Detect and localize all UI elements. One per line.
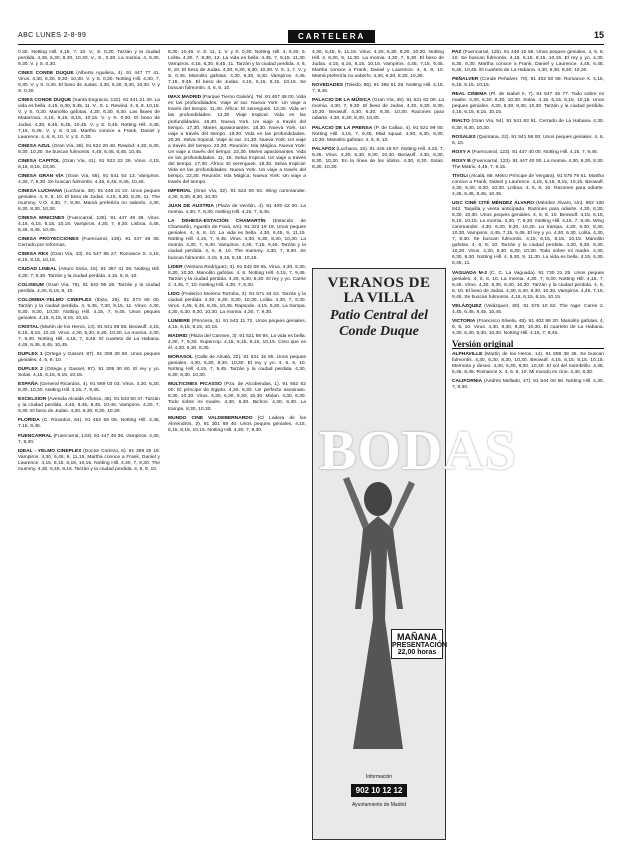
showtimes-text: (Fuencarral, 136). 91 447 49 36. Virus. 4,15, 6,15, 8,15, 10,15. Vampiros. 4,30, 7, 9,30. Lisboa. 4,45, 6,45, 8,45, 10,45. (18, 216, 161, 234)
ad-show-title: BODAS (319, 420, 517, 482)
cinema-listing (452, 92, 604, 116)
showtimes-text: (Martín de los Heros, 14). 91 559 38 36. Se buscan fulmontis. 4,30, 6,30, 8,30, 10,30. Beowulf. 4,15, 6,15, 8,15, 10,15. Memoria y deseo. 4,30, 6,30, 8,30, 10,30. El sol del membrillo. 4,45, 6,45, 8,45. Romance X. 4, 6, 8, 10. Mi mundo es cine. 4,30, 6,30. (452, 352, 604, 376)
showtimes-text: (Avenida Alcalde Alfonso, 45). 91 543 50 47. Tarzán y la ciudad perdida. 4,45, 6,45, 8,45, 10,45. Vampiros. 4,30, 7, 9,30. El beso de Judas. 4,30, 6,30, 8,30, 10,30. (18, 397, 160, 415)
showtimes-text: (Conde Peñalver, 70). 91 402 50 69. Romance X. 4,15, 6,15, 8,15, 10,15. (452, 77, 604, 89)
showtimes-text: 4,30, 6,45, 9, 11,15. Virus. 4,30, 6,30, 8,30, 10,30. Notting Hill. 4, 6,30, 9, 11,30. La momia. 4,30, 7, 9,30. El beso de Judas. 4,15, 6,15, 8,15, 10,15. Vampiros. 4,45, 7,15, 9,45. Martha conoce a Frank, Daniel y Laurence. 4, 6, 8, 10. Mamá preferiría no saberlo. 4,30, 6,30, 8,30, 10,30. (312, 50, 444, 80)
cinema-listing (452, 150, 604, 156)
cinema-listing (452, 352, 604, 376)
ad-premiere-badge (391, 629, 448, 659)
cinema-listing (18, 283, 160, 295)
showtimes-text: (Francisco Silvela, 48). 91 402 88 20. Manolito gafotas. 4, 6, 8, 10. Virus. 4,30, 6,30, 8,30, 10,30. El cuarteto de La Habana. 4,30, 6,30, 8,30, 10,30. Notting Hill. 4,15, 7, 9,45. (452, 318, 604, 336)
showtimes-text: (Santa Engracia, 132). 91 441 21 40. La vida es bella. 4,15, 6,30, 8,45, 11. V., S. 1. Rewind. 4, 6, 8, 10,15. V. y S. 0,30. Manolito gafotas. 4,30, 6,30, 8,30. Las llaves de Matarrosa. 4,15, 6,15, 8,15, 10,15. V. y S. 0,30. El beso de Judas. 4,30, 6,45, 8,45, 10,45. V. y S. 0,45. Notting Hill. 4,45, 7,15, 9,45. V. y S. 0,15. Martha conoce a Frank, Daniel y Laurence. 4, 6, 8, 10. V. y S. 0,30. (18, 98, 160, 140)
cinema-name: PEÑALVER (452, 77, 479, 83)
listings-column-4-top (452, 50, 604, 337)
cinema-listing (168, 219, 306, 261)
cinema-name: UGC CINÉ CITÉ MÉNDEZ ÁLVARO (452, 200, 535, 206)
showtimes-text: (Ortega y Gasset, 87). 91 309 30 60. Unos peques geniales. 4, 6, 8, 10. (18, 352, 160, 364)
cinema-name: MUNDO CINE VALDEBERNARDO (168, 415, 253, 421)
cinema-name: CINES CONDE DUQUE (18, 71, 74, 77)
cinema-listing (18, 159, 160, 171)
cinema-name: NOVEDADES (312, 83, 343, 89)
showtimes-text: (Plaza de Verdún, 4). 91 409 42 00. La momia. 4,30, 7, 9,30. Notting Hill. 4,15, 7, 9,45. (168, 204, 306, 216)
cinema-listing (18, 50, 160, 68)
cinema-listing (168, 355, 306, 379)
cinema-name: DUPLEX 1 (18, 352, 43, 358)
cinema-name: DUPLEX 2 (18, 367, 43, 373)
cinema-name: ALPHAVILLE (452, 352, 483, 358)
showtimes-text: (Luchana, 15). 91 446 18 87. Notting Hill. 4,15, 7, 9,45. Virus. 4,30, 6,30, 8,30, 10,30. Beowulf. 4,30, 6,30, 8,30, 10,30. En la línea de los ídolos. 4,30, 6,30. Solas. 8,30, 10,30. (312, 146, 444, 170)
cinema-listing (168, 292, 306, 316)
cinema-name: JUAN DE AUSTRIA (168, 204, 214, 210)
cinema-listing (452, 50, 604, 74)
cinema-name: VELÁZQUEZ (452, 303, 482, 309)
cinema-name: ROXY B (452, 158, 471, 164)
cinema-name: PALAFOX (312, 146, 336, 152)
original-version-heading: Versión original (452, 341, 604, 349)
page-header (18, 30, 604, 44)
showtimes-text: (Luchana, 38). 91 445 21 22. Unos peques geniales. 4, 6, 8, 10. El beso de Judas. 4,15, 6,30, 8,45, 11. The mummy. V.O. 4,30, 7, 9,30. Mamá preferiría no saberlo. 4,30, 6,30, 8,30, 10,30. (18, 188, 160, 213)
cinema-listing (312, 98, 444, 122)
showtimes-text: (Ortega y Gasset, 87). 91 309 30 60. El rey y yo. Solas. 4,15, 6,15, 8,15, 10,15. (18, 367, 161, 379)
cinema-listing (168, 204, 306, 216)
cinema-name: RIALTO (452, 119, 470, 125)
cinema-name: COLOMBIA-YELMO CINEPLEX (18, 297, 92, 303)
cinema-name: CINESA REX (18, 252, 49, 258)
showtimes-text: (Toledo, 86). 91 365 61 26. Notting Hill. 4,15, 7, 9,45. (312, 83, 445, 95)
showtimes-text: (Pza. de Alcobendas, 1). 91 652 62 00. El príncipe de Egipto. 4,30, 6,30. Un perfecto asesinato. 8,30, 10,30. Virus. 4,30, 6,30, 8,30, 10,30. Mulan. 4,30, 6,30. Todo sobre mi madre. 4,30, 6,30. Bichos. 4,30, 6,30. La trampa. 8,30, 10,30. (168, 382, 306, 412)
header-rule (18, 44, 604, 45)
cinema-name: LIDO (168, 291, 180, 297)
cinema-name: CINESA MINICINES (18, 216, 65, 222)
cinema-listing (452, 379, 604, 391)
showtimes-text: (Gran Vía, 78). 91 542 96 28. Tarzán y la ciudad perdida. 4,30, 6,15, 8, 10. (18, 282, 161, 294)
badge-line-2: PRESENTACIÓN (392, 642, 448, 649)
showtimes-text: (C/ Ladera de los Almendros, 2). 91 301 69 40. Unos peques geniales. 4,15, 6,15, 8,15, 10,15. Notting Hill. 4,30, 7, 9,30. (168, 415, 307, 433)
showtimes-text: (Fuencarral, 125). 91 446 10 56. Unos peques geniales. 4, 6, 8, 10. Se buscan fulmontis. 4,15, 6,15, 8,15, 10,15. El rey y yo. 4,30, 6,30, 8,30. Martha conoce a Frank, Daniel y Laurence. 4,45, 6,45, 8,45, 10,45. El cuarteto de La Habana. 4,30, 6,30, 8,30, 10,30. (452, 50, 605, 74)
showtimes-text: (Fuencarral, 123). 91 447 40 00. Notting Hill. 4,15, 7, 9,45. (471, 149, 599, 155)
showtimes-text: (Gran Vía, 41). 91 522 22 29. Virus. 4,15, 6,15, 8,15, 10,30. (18, 158, 160, 170)
cinema-listing (452, 119, 604, 131)
showtimes-text: (Gran Vía, 38). 91 522 20 48. Rewind. 4,30, 6,30, 8,30, 10,30. Se buscan fulmontis. 4,45, 6,45, 8,45, 10,45. (18, 143, 160, 155)
cinema-listing (18, 252, 160, 264)
showtimes-text: (P. de Callao, 4). 91 521 99 00. Notting Hill. 4,15, 7, 9,45. Mad squad. 4,30, 6,30, 8,30, 10,30. Manolito gafotas. 4, 6, 8, 10. (312, 125, 445, 143)
cinema-listing (18, 434, 160, 446)
showtimes-text: (Quintana, 22). 91 541 58 00. Unos peques geniales. 4, 6, 8, 10. (452, 134, 605, 146)
cinema-listing (452, 159, 604, 171)
showtimes-text: (Gran Vía, 35). 91 521 62 09. La momia. 4,30, 7, 9,30. El beso de Judas. 4,30, 6,30, 8,30, 10,30. Beowulf. 4,30, 6,30, 8,30, 10,30. Razones para odiarte. 4,30, 6,30, 8,30, 10,30. (312, 98, 444, 122)
cinema-listing (168, 382, 306, 412)
cinema-name: LA DEHESA-ESTACIÓN CHAMARTÍN (168, 219, 266, 225)
ad-line-1: VERANOS DE (327, 275, 431, 291)
cinema-name: ROXY A (452, 149, 471, 155)
cinema-listing (18, 267, 160, 279)
cinema-listing (452, 271, 604, 301)
cinema-name: CINESA GRAN VÍA (18, 173, 64, 179)
cinema-listing (18, 367, 160, 379)
cinema-listing (168, 265, 306, 289)
ad-organizer: Ayuntamiento de Madrid (351, 802, 407, 808)
cinema-name: TÍVOLI (452, 173, 468, 179)
showtimes-text: (Plaza del Carmen, 3). 91 521 56 94. La vida es bella. 4,30, 7, 9,30. Supercop. 4,15, 6,15, 8,15, 10,15. Creo que es él. 4,30, 6,30, 8,30. (168, 334, 306, 352)
showtimes-text: (Velázquez, 60). 91 576 10 62. The rage: Carrie 2. 4,45, 6,45, 8,45, 10,45. (452, 303, 605, 315)
cinema-listing (312, 83, 444, 95)
cinema-name: PALACIO DE LA PRENSA (312, 125, 373, 131)
ad-line-4: Conde Duque (339, 324, 419, 339)
cinema-name: FLORIDA (18, 418, 40, 424)
showtimes-text: (Gran Vía, 54). 91 541 83 91. Cerrado de La Habana. 4,30, 6,30, 8,30, 10,30. (452, 119, 604, 131)
cinema-listing (452, 304, 604, 316)
showtimes-text: (Arturo Soria, 16). 91 367 41 26. Notting Hill. 4,30, 7, 9,30. Tarzán y la ciudad perdida. 4,15, 6, 8, 10. (18, 267, 160, 279)
cinema-name: IMPERIAL (168, 189, 192, 195)
showtimes-text: (Gran Vía, 66). 91 541 54 13. Vampiros. 4,30, 7, 9,30. Se buscan fulmontis. 4,45, 6,45, 8,45, 10,45. (18, 173, 160, 185)
cinema-listing (452, 135, 604, 147)
cinema-name: CIUDAD LINEAL (18, 267, 57, 273)
cinema-listing (18, 144, 160, 156)
cinema-name: MADRID (168, 334, 188, 340)
cinema-name: CINESA AZUL (18, 143, 51, 149)
showtimes-text: (Doctor Cortezo, 6). 91 369 25 18. Vampiros. 4,30, 6,45, 9, 11,15. Martha conoce a Frank, Daniel y Laurence. 4,15, 6,15, 8,15, 10,15. Notting Hill. 4,30, 7, 9,30. The mummy. 4,30, 6,45, 9,15. Tarzán y la ciudad perdida. 4, 6, 8, 10. (18, 448, 160, 472)
showtimes-text: (Fuencarral, 123). 91 447 40 00. La momia. 4,30, 6,30, 8,30. The Matrix. 4,45, 7, 9,15. (452, 158, 604, 170)
cinema-name: IDEAL - YELMO CINEPLEX (18, 448, 82, 454)
showtimes-text: (Gran Vía, 32). 91 522 00 92. Wing commander. 4,30, 6,30, 8,30, 10,30. (168, 189, 307, 201)
showtimes-text: (Gran Vía, 43). 91 547 85 27. Romance X. 4,15, 6,15, 8,15, 10,15. (18, 252, 161, 264)
cinema-listing (168, 416, 306, 434)
showtimes-text: (Fuencarral, 133). 91 447 48 36. Vampiros. 4,30, 7, 9,30. (18, 433, 161, 445)
cinema-listing (312, 126, 444, 144)
cinema-listing (452, 319, 604, 337)
showtimes-text: (Méndez Álvaro, s/n). 902 100 842. Taquilla y venta anticipada. Razones para odiarte. 4,30, 6,30, 8,30, 10,30. Unos peques geniales. 4, 6, 8, 10. Beowulf. 4,15, 6,15, 8,15, 10,15. La momia. 4,30, 7, 9,30. Notting Hill. 4,15, 7, 9,45. Wing commander. 4,30, 6,30, 8,30, 10,30. La trampa. 4,30, 6,30, 8,30, 10,30. Vampiros. 4,45, 7,15, 9,45. El rey y yo. 4,30, 6,30. Lolita. 4,30, 7, 9,30. Se buscan fulmontis. 4,15, 6,15, 8,15, 10,15. Manolito gafotas. 4, 6, 8, 10. Tarzán y la ciudad perdida. 4,30, 6,30, 8,30, 10,30. Virus. 4,30, 6,30, 8,30, 10,30. Todo sobre mi madre. 4,30, 6,30, 8,30. Notting Hill. 4, 6,30, 9, 11,30. La vida es bella. 4,15, 6,30, 8,45, 11. (452, 200, 605, 267)
cinema-listing (18, 397, 160, 415)
cinema-name: EXCELSIOR (18, 397, 47, 403)
cinema-listing (18, 382, 160, 394)
ad-footer (313, 774, 445, 808)
showtimes-text: (Alcalá, 88. Metro Príncipe de Vergara). 91 575 79 61. Martha conoce a Frank, Daniel y Laurence. 4,15, 6,15, 8,15, 10,15. Beowulf. 4,30, 6,30, 8,30, 10,30. Lisboa. 4, 6, 8, 10. Razones para odiarte. 4,45, 6,45, 8,45, 10,45. (452, 173, 604, 197)
cinema-name: LIDER (168, 264, 183, 270)
cinema-listing (18, 174, 160, 186)
cinema-listing (312, 147, 444, 171)
showtimes-text: (Alberto Aguilera, 4). 91 447 77 41. Virus. 4,30, 6,30, 8,30, 10,30. V. y S. 0,30. Notting Hill. 4,30, 7, 9,30. V. y S. 0,30. El beso de Judas. 4,30, 6,30, 8,30, 10,30. V. y S. 0,30. (18, 71, 160, 95)
ad-line-2: LA VILLA (343, 290, 415, 306)
showtimes-text: (Princesa, 5). 91 542 11 72. Unos peques geniales. 4,15, 6,15, 8,15, 10,15. (168, 318, 306, 330)
ad-tel-label: Información (365, 774, 393, 780)
cinema-name: CALIFORNIA (452, 379, 483, 385)
cinema-listing (18, 352, 160, 364)
dancer-figure-icon (333, 459, 423, 759)
showtimes-text: (Pl. de Isabel II, 7). 91 547 45 77. Todo sobre mi madre. 4,30, 6,30, 8,30, 10,30. Solas. 4,15, 6,15, 8,15, 10,15. Unos peques geniales. 4,30, 6,30, 8,30, 10,30. Tarzán y la ciudad perdida. 4,15, 6,15, 8,15, 10,15. (452, 92, 605, 116)
page-number: 15 (593, 30, 604, 40)
showtimes-text: (Andrés Mellado, 47). 91 544 00 58. Notting Hill. 4,30, 7, 9,30. (452, 379, 604, 391)
cinema-name: VICTORIA (452, 318, 476, 324)
listings-column-2 (168, 50, 306, 848)
showtimes-text: (Ventura Rodríguez, 3). 91 542 08 65. Virus. 4,30, 6,30, 8,30, 10,30. Manolito gafotas. 4, 6. Notting Hill. 4,15, 7, 9,45. Tarzán y la ciudad perdida. 4,30, 6,30, 8,30. El rey y yo. Carrie 2. 4,45, 7, 10. Notting Hill. 4,30, 7, 9,30. (168, 264, 307, 288)
cinema-name: LUMIERE (168, 318, 191, 324)
cinema-listing (18, 189, 160, 213)
cinema-name: COLISEUM (18, 282, 44, 288)
cinema-listing (18, 418, 160, 430)
showtimes-text: (Estación de Chamartín, Agustín de Foxá, s/n). 91 323 19 19. Unos peques geniales. 4, 6, 8, 10. La vida es bella. 4,30, 6,45, 9, 11,15. Notting Hill. 4,15, 7, 9,45. Virus. 4,30, 6,30, 8,30, 10,30. La momia. 4,30, 7, 9,30. Vampiros. 4,45, 7,15, 9,45. Tarzán y la ciudad perdida. 4, 6, 8, 10. The mummy. 4,30, 7, 9,30. Se buscan fulmontis. 4,15, 6,15, 8,15, 10,15. (168, 219, 306, 261)
cinema-listing (452, 77, 604, 89)
cinema-name: CRISTAL (18, 324, 39, 330)
cinema-name: ROSALES (452, 134, 476, 140)
cinema-name: MULTICINES PICASSO (168, 382, 222, 388)
cinema-name: ESPAÑA (18, 382, 39, 388)
cinema-name: MORASOL (168, 355, 193, 361)
badge-line-3: 22,00 horas (397, 649, 437, 656)
cinema-listing (168, 319, 306, 331)
cinema-listing (168, 189, 306, 201)
showtimes-text: (Martín de los Heros, 14). 91 541 89 55. Beowulf. 4,15, 6,15, 8,15, 10,15. Virus. 4,30, 6,30, 8,30, 10,30. La momia. 4,30, 7, 9,30. Notting Hill. 4,15, 7, 9,45. El cuarteto de La Habana. 4,45, 6,45, 8,45, 10,45. (18, 324, 161, 348)
cinema-listing (168, 334, 306, 352)
section-title: CARTELERA (288, 30, 375, 43)
cinema-listing (18, 449, 160, 473)
showtimes-text: (C. Ricardos, 64). 91 462 55 06. Notting Hill. 4,45, 7,15, 9,45. (18, 418, 160, 430)
cinema-listing (168, 95, 306, 186)
publication-date: ABC LUNES 2-8-99 (18, 32, 87, 39)
showtimes-text: 0.30. Notting Hill. 4,15, 7, 10. V., S. 0,30. Tarzán y la ciudad perdida. 4,45, 6,30, 8,30, 10,30. V., S., 0,30. La momia. 4, 6,30, 9,30. V. y S. 0,30. (18, 50, 160, 68)
ad-line-3: Patio Central del (330, 308, 428, 323)
cinema-name: PALACIO DE LA MÚSICA (312, 98, 371, 104)
listings-column-4-vo (452, 352, 604, 391)
cinema-listing (18, 237, 160, 249)
cinema-listing (18, 98, 160, 140)
cinema-listing (18, 216, 160, 234)
cinema-name: PAZ (452, 50, 462, 55)
showtimes-text: (General Ricardos, 4). 91 569 03 03. Virus. 4,30, 6,30, 8,30, 10,30. Notting Hill. 4,15, 7, 9,45. (18, 382, 160, 394)
badge-line-1: MAÑANA (397, 632, 437, 642)
showtimes-text: (Parque Tierno Galván). Tel. 91 467 48 00. Vida en las profundidades. Viaje al sur. Nueva York. Un viaje a través del tiempo. 11,30. África: El serengueti. 12,30. Vida en las profundidades. 13,30. Viaje tropical. Vida en las profundidades. 16,30. Nueva York. Un viaje a través del tiempo. 17,30. Mares apasionantes. 18,30. Nueva York. Un viaje a través del tiempo. 19,30. Vida en las profundidades. 20,30. Selva tropical. Viaje al sur. 21,30. Nueva York: Un viaje a través del tiempo. 22,30. Reunión: Isla Mágica. Nueva York: Un viaje a través del tiempo. 23,30. Mares apasionantes. Vida en las profundidades. 11, 15. Selva tropical. Un viaje a través del tiempo. 17,30. África: El serengueti. 18,30. Selva tropical: Vida en las profundidades. Nueva York. Un viaje a través del tiempo. 22,30. Reunión: Isla Mágica. Nueva York: Un viaje a través del tiempo. (168, 95, 306, 185)
showtimes-text: (Calle de Alcalá, 22). 91 531 15 65. Unos peques geniales. 4,30, 6,30, 8,30, 10,30. El rey y yo. 4, 6, 8, 10. Notting Hill. 4,15, 7, 9,45. Tarzán y la ciudad perdida. 4,30, 6,30, 8,30, 10,30. (168, 355, 306, 379)
cinema-listing (452, 174, 604, 198)
cinema-listing (452, 201, 604, 268)
showtimes-text: 8,30, 10,45. V. S. 11, 1. V. y S. 0,30. Notting Hill. 4, 6,30, 9. Lolita. 4,30, 7, 9,30, 12. La vida es bella. 4,45, 7, 9,15, 11,30. Vampiros. 4,15, 6,30, 8,45, 11. Tarzán y la ciudad perdida. 4, 6, 8, 10. El beso de Judas. 4,30, 6,30, 8,30, 10,30. V. S. 1, 7. V. y S. 0,45. Manolito gafotas. 4,30, 6,30, 8,30. Vampiros. 4,45, 7,15, 9,45. El beso de Judas. 4,15, 6,15, 8,15, 10,15. Se buscan fulmontis. 4, 6, 8, 10. (168, 50, 306, 92)
cinema-name: FUENCARRAL (18, 433, 52, 439)
ad-telephone: 902 10 12 12 (351, 784, 408, 797)
cinema-name: REAL CINEMA (452, 92, 487, 98)
cinema-listing (18, 71, 160, 95)
cinema-name: CINESA CAPITOL (18, 158, 61, 164)
showtimes-text: (C. C. La Vaguada). 91 730 31 25. Unos peques geniales. 4, 6, 8, 10. La momia. 4,30, 7, 9,30. Notting Hill. 4,15, 7, 9,45. Virus. 4,30, 6,30, 8,30, 10,30. Tarzán y la ciudad perdida. 4, 6, 8, 10. El beso de Judas. 4,30, 6,30, 8,30, 10,30. Vampiros. 4,45, 7,15, 9,45. Se buscan fulmontis. 4,15, 6,15, 8,15, 10,15. (452, 270, 604, 300)
cinema-listing (312, 50, 444, 80)
cinema-name: VAGUADA M-2 (452, 270, 488, 276)
cinema-name: CINESA LUCHANA (18, 188, 63, 194)
listings-column-3 (312, 50, 444, 268)
listings-column-1 (18, 50, 160, 848)
showtimes-text: (Federico Moreno Torroba, 3). 91 571 34 63. Tarzán y la ciudad perdida. 4,30, 6,30, 8,30, 10,30. Lolita. 4,30, 7, 9,30. Virus. 4,45, 6,45, 8,45, 10,45. Rapsode. 4,15, 6,30. La trampa. 4,30, 6,30, 8,30, 10,30. La momia. 4,30, 7, 9,30. (168, 291, 306, 315)
showtimes-text: (Ibiza, 26). 91 573 65 00. Tarzán y la ciudad perdida. 4, 5,45, 7,30, 9,15, 11. Virus. 4,30, 6,30, 8,30, 10,30. Notting Hill. 4,15, 7, 9,45. Unos peques geniales. 4,15, 6,15, 8,15, 10,15. (18, 297, 160, 321)
cinema-name: CINESA PROYECCIONES (18, 237, 79, 243)
cinema-name: IMAX MADRID (168, 95, 202, 101)
cinema-listing (18, 298, 160, 322)
cinema-listing (18, 325, 160, 349)
cinema-name: CINES CONDE DUQUE (18, 98, 72, 104)
cinema-listing (168, 50, 306, 92)
ad-headline (313, 275, 445, 340)
showtimes-text: (Fuencarral, 136). 91 447 48 36. Cerrado por reformas. (18, 237, 161, 249)
